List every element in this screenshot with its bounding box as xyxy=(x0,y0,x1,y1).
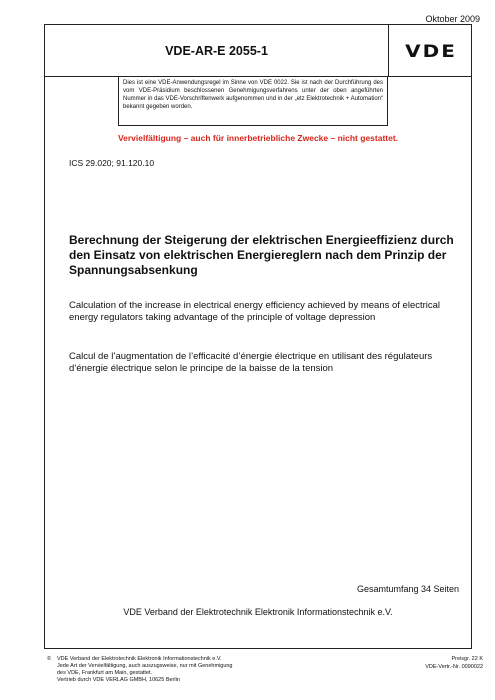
title-german: Berechnung der Steigerung der elektrischen Energieeffizienz durch den Einsatz von elektrischen Energiereglern nach dem Prinzip der Spannungsabsenkung xyxy=(69,233,454,277)
title-page-frame xyxy=(44,24,472,649)
ics-codes: ICS 29.020; 91.120.10 xyxy=(69,158,155,168)
copyright-icon: © xyxy=(47,656,52,662)
logo-cell xyxy=(388,25,473,76)
header-row xyxy=(45,25,471,77)
copyright-line: VDE Verband der Elektrotechnik Elektronik Informationstechnik e.V. xyxy=(57,656,222,662)
approval-notice: Dies ist eine VDE-Anwendungsregel im Sinne von VDE 0022. Sie ist nach der Durchführung des vom VDE-Präsidium beschlossenen Genehmigungsverfahrens unter der oben angeführten Nummer in das VDE-Vorschriftenwerk aufgenommen und in der „etz Elektrotechnik + Automation“ bekannt gegeben worden. xyxy=(118,76,388,126)
publication-date: Oktober 2009 xyxy=(425,14,480,24)
title-english: Calculation of the increase in electrical energy efficiency achieved by means of electrical energy regulators taking advantage of the principle of voltage depression xyxy=(69,300,441,323)
price-block xyxy=(425,656,483,671)
copyright-line: Vertrieb durch VDE VERLAG GMBH, 10625 Berlin xyxy=(57,677,180,683)
publisher-name: VDE Verband der Elektrotechnik Elektronik Informationstechnik e.V. xyxy=(123,607,393,617)
copyright-line: des VDE, Frankfurt am Main, gestattet. xyxy=(57,670,153,676)
copyright-block xyxy=(47,656,277,684)
standard-number: VDE-AR-E 2055-1 xyxy=(165,43,268,58)
vde-logo: VDE xyxy=(405,40,457,61)
copyright-line: Jede Art der Vervielfältigung, auch auszugsweise, nur mit Genehmigung xyxy=(57,663,233,669)
price-group: Preisgr. 22 K xyxy=(451,656,483,662)
total-pages: Gesamtumfang 34 Seiten xyxy=(356,584,459,594)
order-number: VDE-Vertr.-Nr. 0090022 xyxy=(425,663,483,670)
copy-warning: Vervielfältigung – auch für innerbetriebliche Zwecke – nicht gestattet. xyxy=(117,133,399,143)
title-french: Calcul de l’augmentation de l’efficacité d’énergie électrique en utilisant des régulateurs d’énergie électrique selon le principe de la baisse de la tension xyxy=(69,351,433,374)
